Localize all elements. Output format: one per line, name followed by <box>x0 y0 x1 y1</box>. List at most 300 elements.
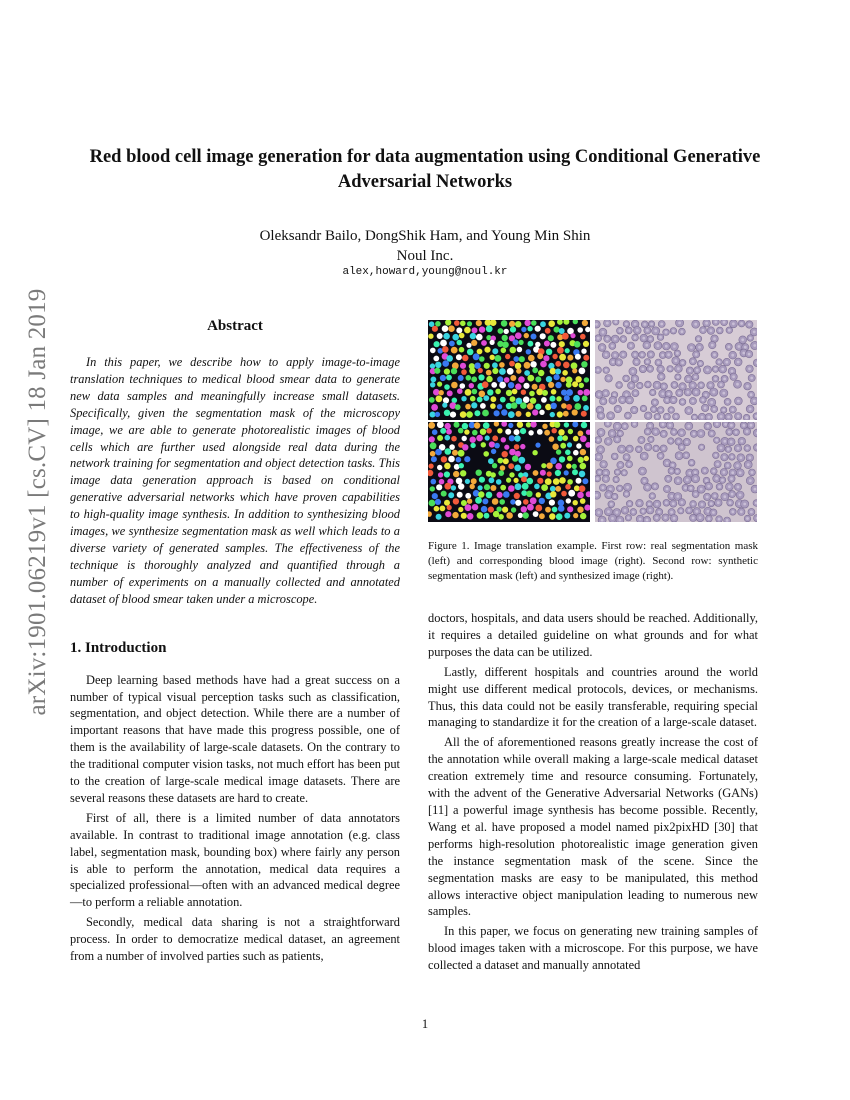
mask-cell <box>450 412 456 418</box>
blood-cell-center <box>681 401 684 404</box>
blood-cell-center <box>618 384 621 387</box>
mask-cell <box>509 449 516 456</box>
mask-cell <box>498 328 504 334</box>
blood-cell-center <box>649 353 652 356</box>
mask-cell <box>436 514 442 520</box>
mask-cell <box>576 443 581 448</box>
blood-cell-center <box>710 401 713 404</box>
blood-cell-center <box>748 367 751 370</box>
blood-cell-center <box>694 376 697 379</box>
blood-cell-center <box>602 400 605 403</box>
blood-cell-center <box>723 456 726 459</box>
blood-cell-center <box>735 431 738 434</box>
blood-cell-center <box>595 494 598 497</box>
mask-cell <box>482 498 488 504</box>
blood-cell-center <box>680 431 683 434</box>
blood-cell-center <box>626 486 629 489</box>
mask-cell <box>537 478 543 484</box>
blood-cell-center <box>662 423 665 426</box>
blood-cell-center <box>665 331 668 334</box>
blood-cell-center <box>642 407 645 410</box>
blood-cell-center <box>614 321 617 324</box>
mask-cell <box>513 339 519 345</box>
blood-cell-center <box>660 375 663 378</box>
mask-cell <box>431 456 437 462</box>
mask-cell <box>525 464 531 470</box>
blood-cell-center <box>649 367 652 370</box>
blood-cell-center <box>749 408 752 411</box>
mask-cell <box>456 354 462 360</box>
mask-cell <box>572 464 577 469</box>
mask-cell <box>470 443 475 448</box>
mask-cell <box>505 354 510 359</box>
mask-cell <box>509 472 514 477</box>
blood-cell-center <box>709 384 712 387</box>
blood-cell-center <box>618 361 621 364</box>
blood-cell-center <box>654 430 657 433</box>
mask-cell <box>558 505 565 512</box>
mask-cell <box>460 411 467 418</box>
mask-cell <box>561 491 567 497</box>
mask-cell <box>477 512 484 519</box>
blood-cell-center <box>694 493 697 496</box>
mask-cell <box>527 326 532 331</box>
blood-cell-center <box>606 337 609 340</box>
mask-cell <box>520 444 525 449</box>
mask-cell <box>444 483 451 490</box>
mask-cell <box>536 492 541 497</box>
mask-cell <box>554 327 560 333</box>
blood-cell-center <box>725 361 728 364</box>
blood-cell-center <box>602 463 605 466</box>
blood-cell-center <box>633 423 636 426</box>
mask-cell <box>557 347 564 354</box>
mask-cell <box>567 456 573 462</box>
mask-cell <box>509 435 515 441</box>
mask-cell <box>580 449 586 455</box>
mask-cell <box>524 370 530 376</box>
blood-cell-center <box>718 361 721 364</box>
mask-cell <box>439 479 445 485</box>
mask-cell <box>502 341 509 348</box>
blood-cell-center <box>713 408 716 411</box>
blood-cell-center <box>701 503 704 506</box>
mask-cell <box>502 507 508 513</box>
mask-cell <box>508 463 514 469</box>
mask-cell <box>535 505 542 512</box>
mask-cell <box>488 458 494 464</box>
blood-cell-center <box>675 415 678 418</box>
mask-cell <box>514 444 520 450</box>
mask-cell <box>490 355 495 360</box>
blood-cell-center <box>659 409 662 412</box>
mask-cell <box>539 513 545 519</box>
mask-cell <box>430 486 435 491</box>
blood-cell-center <box>751 471 754 474</box>
mask-cell <box>465 479 470 484</box>
mask-cell <box>527 478 534 485</box>
mask-cell <box>556 396 561 401</box>
blood-cell-center <box>613 455 616 458</box>
blood-cell-center <box>615 511 618 514</box>
mask-cell <box>459 463 464 468</box>
blood-cell-center <box>614 338 617 341</box>
blood-cell-center <box>695 353 698 356</box>
mask-cell <box>515 383 521 389</box>
mask-cell <box>449 444 455 450</box>
mask-cell <box>452 512 458 518</box>
mask-cell <box>540 470 546 476</box>
mask-cell <box>520 402 527 409</box>
blood-cell-center <box>693 432 696 435</box>
mask-cell <box>583 389 590 396</box>
mask-cell <box>478 368 483 373</box>
mask-cell <box>532 384 538 390</box>
mask-cell <box>572 381 578 387</box>
mask-cell <box>528 430 533 435</box>
mask-cell <box>490 485 496 491</box>
blood-cell-center <box>731 408 734 411</box>
mask-cell <box>433 356 439 362</box>
mask-cell <box>430 412 436 418</box>
mask-cell <box>490 403 496 409</box>
mask-cell <box>445 423 451 429</box>
blood-cell-center <box>658 511 661 514</box>
mask-cell <box>555 463 562 470</box>
mask-cell <box>532 367 538 373</box>
mask-cell <box>491 472 496 477</box>
mask-cell <box>533 511 539 517</box>
mask-cell <box>534 484 540 490</box>
paper-title: Red blood cell image generation for data augmentation using Conditional Generative Adversarial Networks <box>89 147 761 192</box>
blood-cell-center <box>731 370 734 373</box>
blood-cell-center <box>634 323 637 326</box>
blood-cell-center <box>649 509 652 512</box>
blood-cell-center <box>690 346 693 349</box>
blood-cell-center <box>694 323 697 326</box>
mask-cell <box>467 499 472 504</box>
mask-cell <box>575 354 581 360</box>
mask-cell <box>504 329 509 334</box>
blood-cell-center <box>702 329 705 332</box>
blood-cell-center <box>739 456 742 459</box>
blood-cell-center <box>696 369 699 372</box>
blood-cell-center <box>597 511 600 514</box>
mask-cell <box>506 478 511 483</box>
mask-cell <box>444 410 450 416</box>
blood-cell-center <box>669 424 672 427</box>
blood-cell-center <box>604 392 607 395</box>
mask-cell <box>490 340 495 345</box>
mask-cell <box>452 334 459 341</box>
mask-cell <box>498 514 504 520</box>
blood-cell-center <box>646 486 649 489</box>
blood-cell-center <box>674 359 677 362</box>
blood-cell-center <box>651 495 654 498</box>
blood-cell-center <box>664 516 667 519</box>
blood-cell-center <box>726 519 729 522</box>
blood-cell-center <box>713 353 716 356</box>
mask-cell <box>428 334 433 339</box>
mask-cell <box>524 362 531 369</box>
mask-cell <box>586 491 590 497</box>
blood-cell-center <box>602 486 605 489</box>
mask-cell <box>521 476 527 482</box>
blood-cell-center <box>702 399 705 402</box>
blood-cell-center <box>721 368 724 371</box>
mask-cell <box>435 449 442 456</box>
blood-cell-center <box>671 464 674 467</box>
blood-cell-center <box>662 447 665 450</box>
mask-cell <box>557 435 563 441</box>
mask-cell <box>573 320 578 324</box>
blood-cell-center <box>611 345 614 348</box>
blood-cell-center <box>731 510 734 513</box>
mask-cell <box>474 410 480 416</box>
mask-cell <box>497 404 502 409</box>
mask-cell <box>495 389 501 395</box>
blood-cell-center <box>681 385 684 388</box>
mask-cell <box>568 429 573 434</box>
mask-cell <box>504 445 509 450</box>
mask-cell <box>565 450 571 456</box>
blood-cell-center <box>731 354 734 357</box>
blood-cell-center <box>701 416 704 419</box>
blood-cell-center <box>634 392 637 395</box>
mask-cell <box>562 370 568 376</box>
mask-cell <box>581 361 587 367</box>
blood-cell-center <box>606 322 609 325</box>
mask-cell <box>454 464 460 470</box>
mask-cell <box>457 388 463 394</box>
blood-cell-center <box>721 479 724 482</box>
mask-cell <box>444 471 450 477</box>
mask-cell <box>544 430 550 436</box>
blood-cell-center <box>640 439 643 442</box>
mask-cell <box>470 396 476 402</box>
blood-cell-center <box>665 501 668 504</box>
blood-cell-center <box>732 375 735 378</box>
blood-cell-center <box>670 470 673 473</box>
blood-cell-center <box>677 479 680 482</box>
mask-cell <box>442 403 447 408</box>
blood-cell-center <box>605 353 608 356</box>
blood-cell-center <box>690 461 693 464</box>
mask-cell <box>467 321 472 326</box>
mask-cell <box>526 412 531 417</box>
mask-cell <box>447 390 453 396</box>
blood-cell-center <box>648 503 651 506</box>
mask-cell <box>487 389 493 395</box>
mask-cell <box>467 513 474 520</box>
blood-cell-center <box>659 336 662 339</box>
mask-cell <box>435 499 441 505</box>
mask-cell <box>437 435 443 441</box>
mask-cell <box>430 382 435 387</box>
mask-cell <box>552 507 558 513</box>
blood-cell-center <box>647 446 650 449</box>
mask-cell <box>583 341 589 347</box>
mask-cell <box>535 404 541 410</box>
blood-cell-center <box>597 439 600 442</box>
affiliation: Noul Inc. <box>396 248 454 264</box>
mask-cell <box>492 362 498 368</box>
blood-cell-center <box>679 509 682 512</box>
smear-canvas-synthetic <box>595 422 757 522</box>
blood-cell-center <box>627 414 630 417</box>
mask-cell <box>515 500 521 506</box>
mask-cell <box>546 463 552 469</box>
mask-cell <box>428 470 433 476</box>
blood-cell-center <box>627 516 630 519</box>
mask-cell <box>490 320 497 326</box>
blood-cell-center <box>713 337 716 340</box>
mask-cell <box>479 356 485 362</box>
blood-cell-center <box>659 454 662 457</box>
blood-cell-center <box>654 485 657 488</box>
mask-cell <box>560 443 566 449</box>
mask-cell <box>440 375 446 381</box>
blood-cell-center <box>597 369 600 372</box>
blood-cell-center <box>746 447 749 450</box>
mask-cell <box>520 428 526 434</box>
blood-cell-center <box>731 456 734 459</box>
blood-cell-center <box>687 391 690 394</box>
mask-cell <box>430 451 436 457</box>
mask-cell <box>437 422 444 428</box>
mask-cell <box>500 485 506 491</box>
smear-canvas-real <box>595 320 757 420</box>
blood-cell-center <box>662 433 665 436</box>
mask-cell <box>566 382 572 388</box>
mask-cell <box>499 382 506 389</box>
blood-cell-center <box>636 329 639 332</box>
mask-cell <box>454 320 460 326</box>
mask-cell <box>503 491 510 498</box>
mask-cell <box>559 456 565 462</box>
mask-cell <box>480 403 486 409</box>
mask-cell <box>462 423 468 429</box>
abstract-text: In this paper, we describe how to apply image-to-image translation techniques to medical blood smear data to generate new data samples and meaningfully increase small datasets. Specifically, given the segmentation mask of the microscopy image, we are able to generate photorealistic images of blood cells which are further used alongside real data during the network training for segmentation and object detection tasks. This image data generation approach is based on conditional generative adversarial networks which have proven capabilities to high-quality image synthesis. In addition to synthesizing blood images, we synthesize segmentation mask as well which leads to a diverse variety of generated samples. The effectiveness of the technique is thoroughly analyzed and quantified through a number of experiments on a manually collected and annotated dataset of blood smear taken under a microscope. <box>70 355 400 606</box>
mask-cell <box>567 479 573 485</box>
blood-cell-center <box>732 322 735 325</box>
mask-cell <box>502 451 508 457</box>
mask-cell <box>526 349 531 354</box>
blood-cell-center <box>687 425 690 428</box>
mask-cell <box>573 513 578 518</box>
blood-cell-center <box>607 377 610 380</box>
mask-cell <box>474 363 480 369</box>
blood-cell-center <box>685 454 688 457</box>
blood-cell-center <box>666 462 669 465</box>
mask-cell <box>485 435 490 440</box>
arxiv-stamp-text: arXiv:1901.06219v1 [cs.CV] 18 Jan 2019 <box>24 288 51 716</box>
mask-cell <box>486 376 492 382</box>
mask-cell <box>573 500 578 505</box>
blood-cell-center <box>642 510 645 513</box>
blood-cell-center <box>700 384 703 387</box>
blood-cell-center <box>676 495 679 498</box>
mask-cell <box>446 355 453 362</box>
blood-cell-center <box>635 361 638 364</box>
blood-cell-center <box>652 408 655 411</box>
mask-cell <box>465 493 471 499</box>
mask-cell <box>545 507 551 513</box>
blood-cell-center <box>689 369 692 372</box>
mask-cell <box>447 505 452 510</box>
blood-cell-center <box>606 422 609 425</box>
mask-cell <box>481 340 487 346</box>
mask-cell <box>437 382 442 387</box>
mask-cell <box>491 396 497 402</box>
mask-cell <box>459 333 465 339</box>
mask-cell <box>532 450 537 455</box>
mask-cell <box>564 395 570 401</box>
mask-cell <box>435 412 440 417</box>
blood-cell-center <box>616 438 619 441</box>
mask-cell <box>535 376 541 382</box>
blood-cell-center <box>744 346 747 349</box>
mask-cell <box>445 448 452 455</box>
mask-cell <box>518 513 523 518</box>
blood-cell-center <box>727 448 730 451</box>
blood-cell-center <box>645 344 648 347</box>
blood-cell-center <box>692 360 695 363</box>
mask-cell <box>549 513 555 519</box>
blood-cell-center <box>693 416 696 419</box>
blood-cell-center <box>628 447 631 450</box>
mask-cell <box>582 478 588 484</box>
blood-cell-center <box>700 488 703 491</box>
mask-cell <box>508 423 513 428</box>
mask-cell <box>533 470 539 476</box>
mask-cell <box>492 368 498 374</box>
mask-cell <box>431 404 438 411</box>
blood-cell-center <box>707 485 710 488</box>
blood-cell-center <box>738 345 741 348</box>
mask-cell <box>471 376 477 382</box>
blood-cell-center <box>659 368 662 371</box>
figure-1-caption: Figure 1. Image translation example. First row: real segmentation mask (left) and corresponding blood image (right). Second row: synthetic segmentation mask (left) and synthesized image (right). <box>428 540 758 582</box>
mask-cell <box>441 491 447 497</box>
mask-cell <box>544 341 550 347</box>
blood-cell-center <box>673 431 676 434</box>
mask-cell <box>580 463 587 470</box>
mask-cell <box>582 320 588 326</box>
mask-cell <box>548 320 555 327</box>
mask-cell <box>566 463 571 468</box>
blood-cell-center <box>742 352 745 355</box>
blood-cell-center <box>714 321 717 324</box>
blood-cell-center <box>698 346 701 349</box>
blood-cell-center <box>753 400 756 403</box>
mask-cell <box>566 498 571 503</box>
mask-cell <box>471 402 477 408</box>
blood-cell-center <box>689 487 692 490</box>
blood-cell-center <box>677 376 680 379</box>
mask-cell <box>458 450 465 457</box>
mask-cell <box>492 463 497 468</box>
blood-cell-center <box>622 338 625 341</box>
blood-cell-center <box>712 391 715 394</box>
mask-cell <box>550 396 556 402</box>
introduction-heading: 1. Introduction <box>70 639 167 656</box>
mask-cell <box>469 368 475 374</box>
mask-cell <box>523 499 529 505</box>
arxiv-stamp <box>18 288 58 716</box>
mask-cell <box>470 437 476 443</box>
blood-cell-center <box>680 446 683 449</box>
